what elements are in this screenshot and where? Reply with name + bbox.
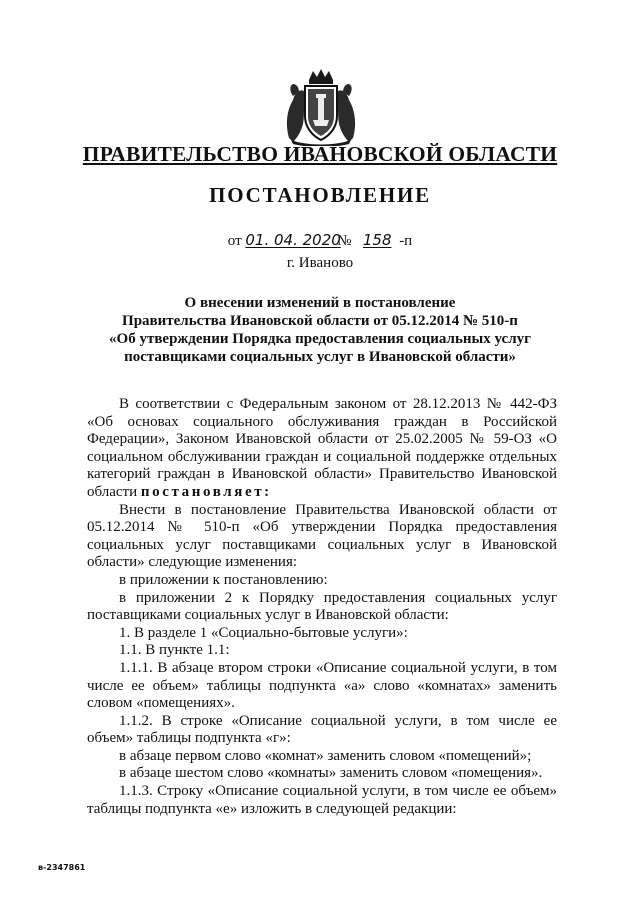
preamble-text: В соответствии с Федеральным законом от 28.12.2013 № 442-ФЗ «Об основах социального обслуживания граждан в Российской Федерации», Законом Ивановской области от 25.02.2005 № 59-ОЗ «О социальном обслуживании граждан и социальной поддержке отдельных категорий граждан в Ивановской области» Правительство Ивановской области: [87, 396, 557, 500]
body-paragraph: 1.1.1. В абзаце втором строки «Описание социальной услуги, в том числе ее объем» таблицы подпункта «а» слово «комнатах» заменить словом «помещениях».: [87, 659, 557, 712]
body-paragraph: 1.1.2. В строке «Описание социальной услуги, в том числе ее объем» таблицы подпункта «г»:: [87, 712, 557, 747]
handwritten-number: 158: [362, 231, 392, 249]
body-paragraph: 1. В разделе 1 «Социально-бытовые услуги»:: [119, 624, 408, 641]
document-code: в-2347861: [38, 863, 86, 872]
subject-line: поставщиками социальных услуг в Ивановской области»: [124, 349, 516, 365]
resolves-keyword: постановляет:: [140, 483, 272, 500]
body-paragraph: в абзаце первом слово «комнат» заменить словом «помещений»;: [119, 747, 532, 764]
subject-line: Правительства Ивановской области от 05.12.2014 № 510-п: [122, 313, 518, 329]
body-paragraph: 1.1.3. Строку «Описание социальной услуги, в том числе ее объем» таблицы подпункта «е» изложить в следующей редакции:: [87, 783, 557, 817]
subject-line: «Об утверждении Порядка предоставления социальных услуг: [109, 331, 531, 347]
government-title: ПРАВИТЕЛЬСТВО ИВАНОВСКОЙ ОБЛАСТИ: [82, 142, 558, 166]
document-type: ПОСТАНОВЛЕНИЕ: [209, 183, 431, 207]
body-paragraph: в абзаце шестом слово «комнаты» заменить словом «помещения».: [119, 765, 543, 782]
handwritten-date: 01. 04. 2020: [245, 231, 341, 249]
date-number-line: [0, 231, 640, 250]
document-subject: [60, 294, 580, 366]
city: г. Иваново: [286, 255, 354, 271]
body-paragraph: в приложении 2 к Порядку предоставления социальных услуг поставщиками социальных услуг в Ивановской области:: [87, 589, 557, 624]
body-paragraph: Внести в постановление Правительства Ивановской области от 05.12.2014 № 510-п «Об утверждении Порядка предоставления социальных услуг поставщиками социальных услуг в Ивановской области» следующие изменения:: [87, 501, 557, 571]
body-paragraph: в приложении к постановлению:: [119, 571, 328, 588]
coat-of-arms-emblem: [283, 66, 359, 146]
date-prefix: от: [227, 233, 242, 249]
document-body: [87, 396, 557, 818]
subject-line: О внесении изменений в постановление: [184, 295, 456, 311]
body-paragraph: 1.1. В пункте 1.1:: [119, 642, 230, 659]
number-suffix: -п: [399, 233, 413, 249]
preamble-paragraph: [87, 396, 557, 502]
number-sign: №: [337, 233, 352, 249]
